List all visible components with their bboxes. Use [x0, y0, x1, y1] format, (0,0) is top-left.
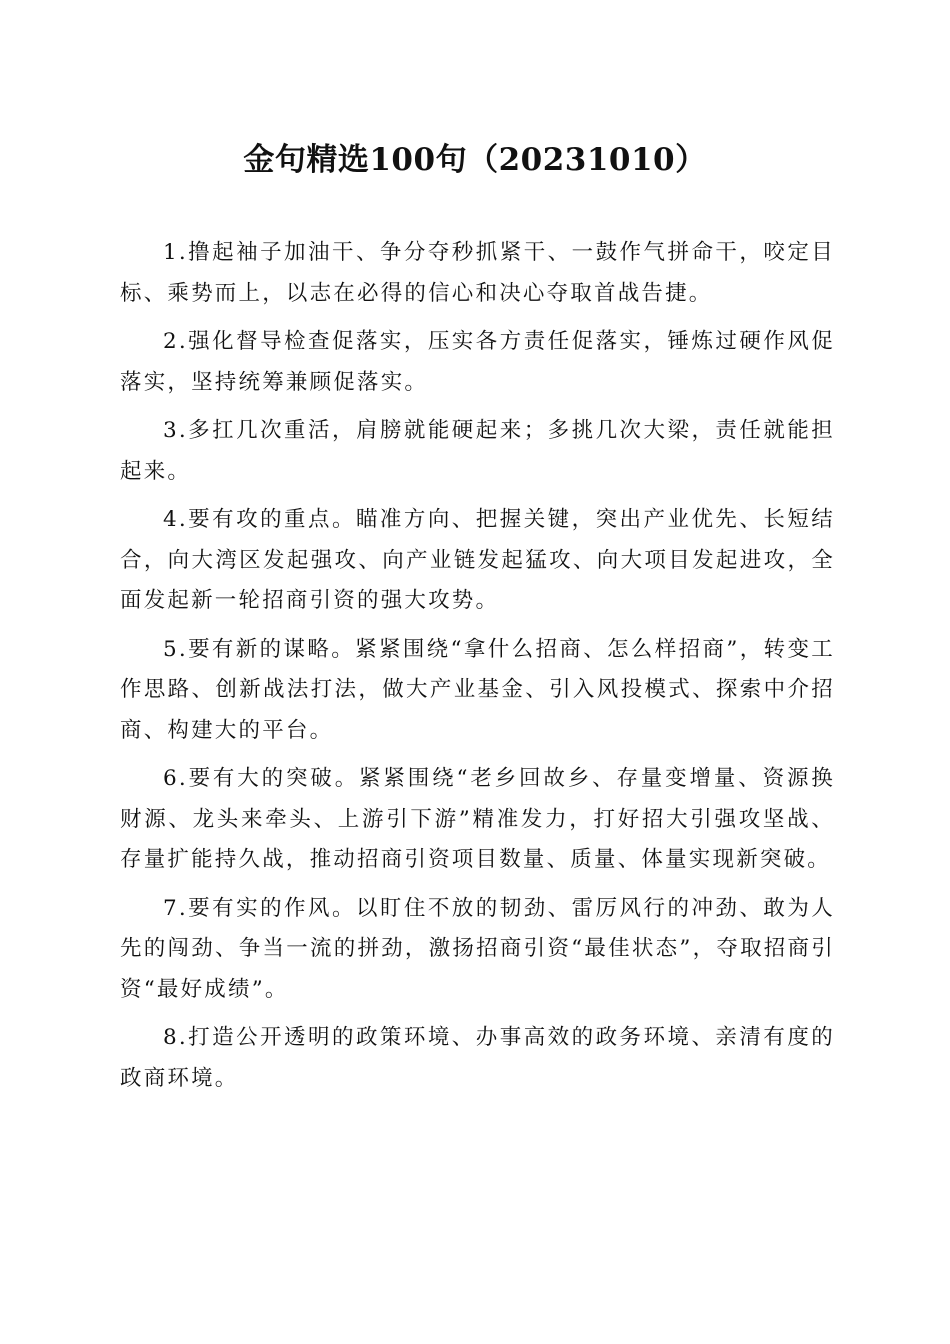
paragraph-6: 6.要有大的突破。紧紧围绕“老乡回故乡、存量变增量、资源换财源、龙头来牵头、上游引下游”精准发力，打好招大引强攻坚战、存量扩能持久战，推动招商引资项目数量、质量、体量实现新突破。	[120, 766, 835, 872]
document-body	[120, 233, 835, 1107]
paragraph-7: 7.要有实的作风。以盯住不放的韧劲、雷厉风行的冲劲、敢为人先的闯劲、争当一流的拼劲，激扬招商引资“最佳状态”，夺取招商引资“最好成绩”。	[120, 895, 835, 1002]
document-title: 金句精选100句（20231010）	[243, 142, 707, 178]
paragraph-1: 1.撸起袖子加油干、争分夺秒抓紧干、一鼓作气拼命干，咬定目标、乘势而上，以志在必得的信心和决心夺取首战告捷。	[120, 240, 835, 306]
paragraph-8: 8.打造公开透明的政策环境、办事高效的政务环境、亲清有度的政商环境。	[120, 1025, 835, 1091]
paragraph-5: 5.要有新的谋略。紧紧围绕“拿什么招商、怎么样招商”，转变工作思路、创新战法打法，做大产业基金、引入风投模式、探索中介招商、构建大的平台。	[120, 636, 835, 743]
paragraph-4: 4.要有攻的重点。瞄准方向、把握关键，突出产业优先、长短结合，向大湾区发起强攻、向产业链发起猛攻、向大项目发起进攻，全面发起新一轮招商引资的强大攻势。	[120, 507, 835, 613]
paragraph-2: 2.强化督导检查促落实，压实各方责任促落实，锤炼过硬作风促落实，坚持统筹兼顾促落实。	[120, 329, 835, 395]
paragraph-3: 3.多扛几次重活，肩膀就能硬起来；多挑几次大梁，责任就能担起来。	[120, 418, 835, 484]
